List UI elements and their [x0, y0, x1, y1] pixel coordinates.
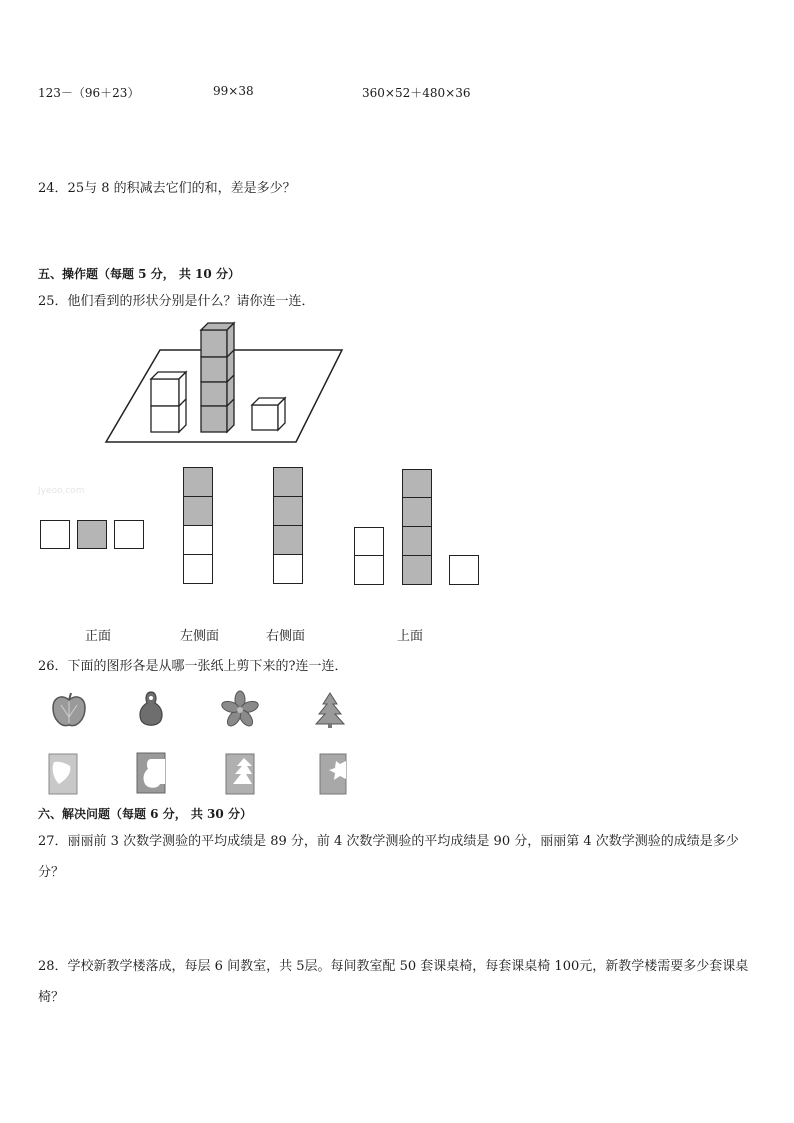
stacked-cubes-figure — [100, 320, 360, 450]
label-left-side[interactable]: 左侧面 — [180, 629, 220, 644]
paper-sheet-3[interactable] — [222, 752, 258, 796]
calc-expression-1: 123－（96＋23） — [38, 86, 140, 100]
shaded-square — [273, 525, 303, 555]
gourd-icon[interactable] — [133, 690, 169, 730]
calc-expression-3: 360×52＋480×36 — [362, 86, 471, 100]
square — [354, 527, 384, 556]
square — [449, 555, 479, 585]
square — [40, 520, 70, 549]
label-front[interactable]: 正面 — [85, 629, 112, 644]
section-6-title: 六、解决问题（每题 6 分， 共 30 分） — [38, 807, 252, 821]
square — [273, 554, 303, 584]
label-right-side[interactable]: 右侧面 — [266, 629, 306, 644]
shaded-square — [183, 496, 213, 526]
pine-tree-icon[interactable] — [312, 690, 348, 730]
apple-icon[interactable] — [49, 691, 89, 731]
question-26: 26．下面的图形各是从哪一张纸上剪下来的?连一连． — [38, 659, 348, 674]
shaded-square — [402, 469, 432, 498]
paper-sheet-2[interactable] — [133, 751, 169, 795]
label-top[interactable]: 上面 — [397, 629, 424, 644]
question-24: 24．25与 8 的积减去它们的和，差是多少？ — [38, 181, 296, 196]
question-25: 25．他们看到的形状分别是什么？请你连一连． — [38, 294, 315, 309]
shaded-square — [183, 467, 213, 497]
square — [354, 555, 384, 585]
watermark: Jyeoo.com — [38, 486, 85, 496]
shaded-square — [77, 520, 107, 549]
calc-expression-2: 99×38 — [213, 84, 254, 98]
shaded-square — [402, 526, 432, 556]
square — [183, 525, 213, 555]
square — [114, 520, 144, 549]
shaded-square — [273, 467, 303, 497]
square — [183, 554, 213, 584]
question-27: 27．丽丽前 3 次数学测验的平均成绩是 89 分，前 4 次数学测验的平均成绩是 90 分，丽丽第 4 次数学测验的成绩是多少分？ — [38, 834, 739, 880]
flower-icon[interactable] — [219, 690, 261, 730]
shaded-square — [273, 496, 303, 526]
question-28: 28．学校新教学楼落成，每层 6 间教室，共 5层。每间教室配 50 套课桌椅，每套课桌椅 100元，新教学楼需要多少套课桌椅？ — [38, 959, 749, 1005]
paper-sheet-4[interactable] — [316, 752, 352, 796]
shaded-square — [402, 555, 432, 585]
section-5-title: 五、操作题（每题 5 分， 共 10 分） — [38, 267, 240, 281]
shaded-square — [402, 497, 432, 527]
paper-sheet-1[interactable] — [45, 752, 81, 796]
